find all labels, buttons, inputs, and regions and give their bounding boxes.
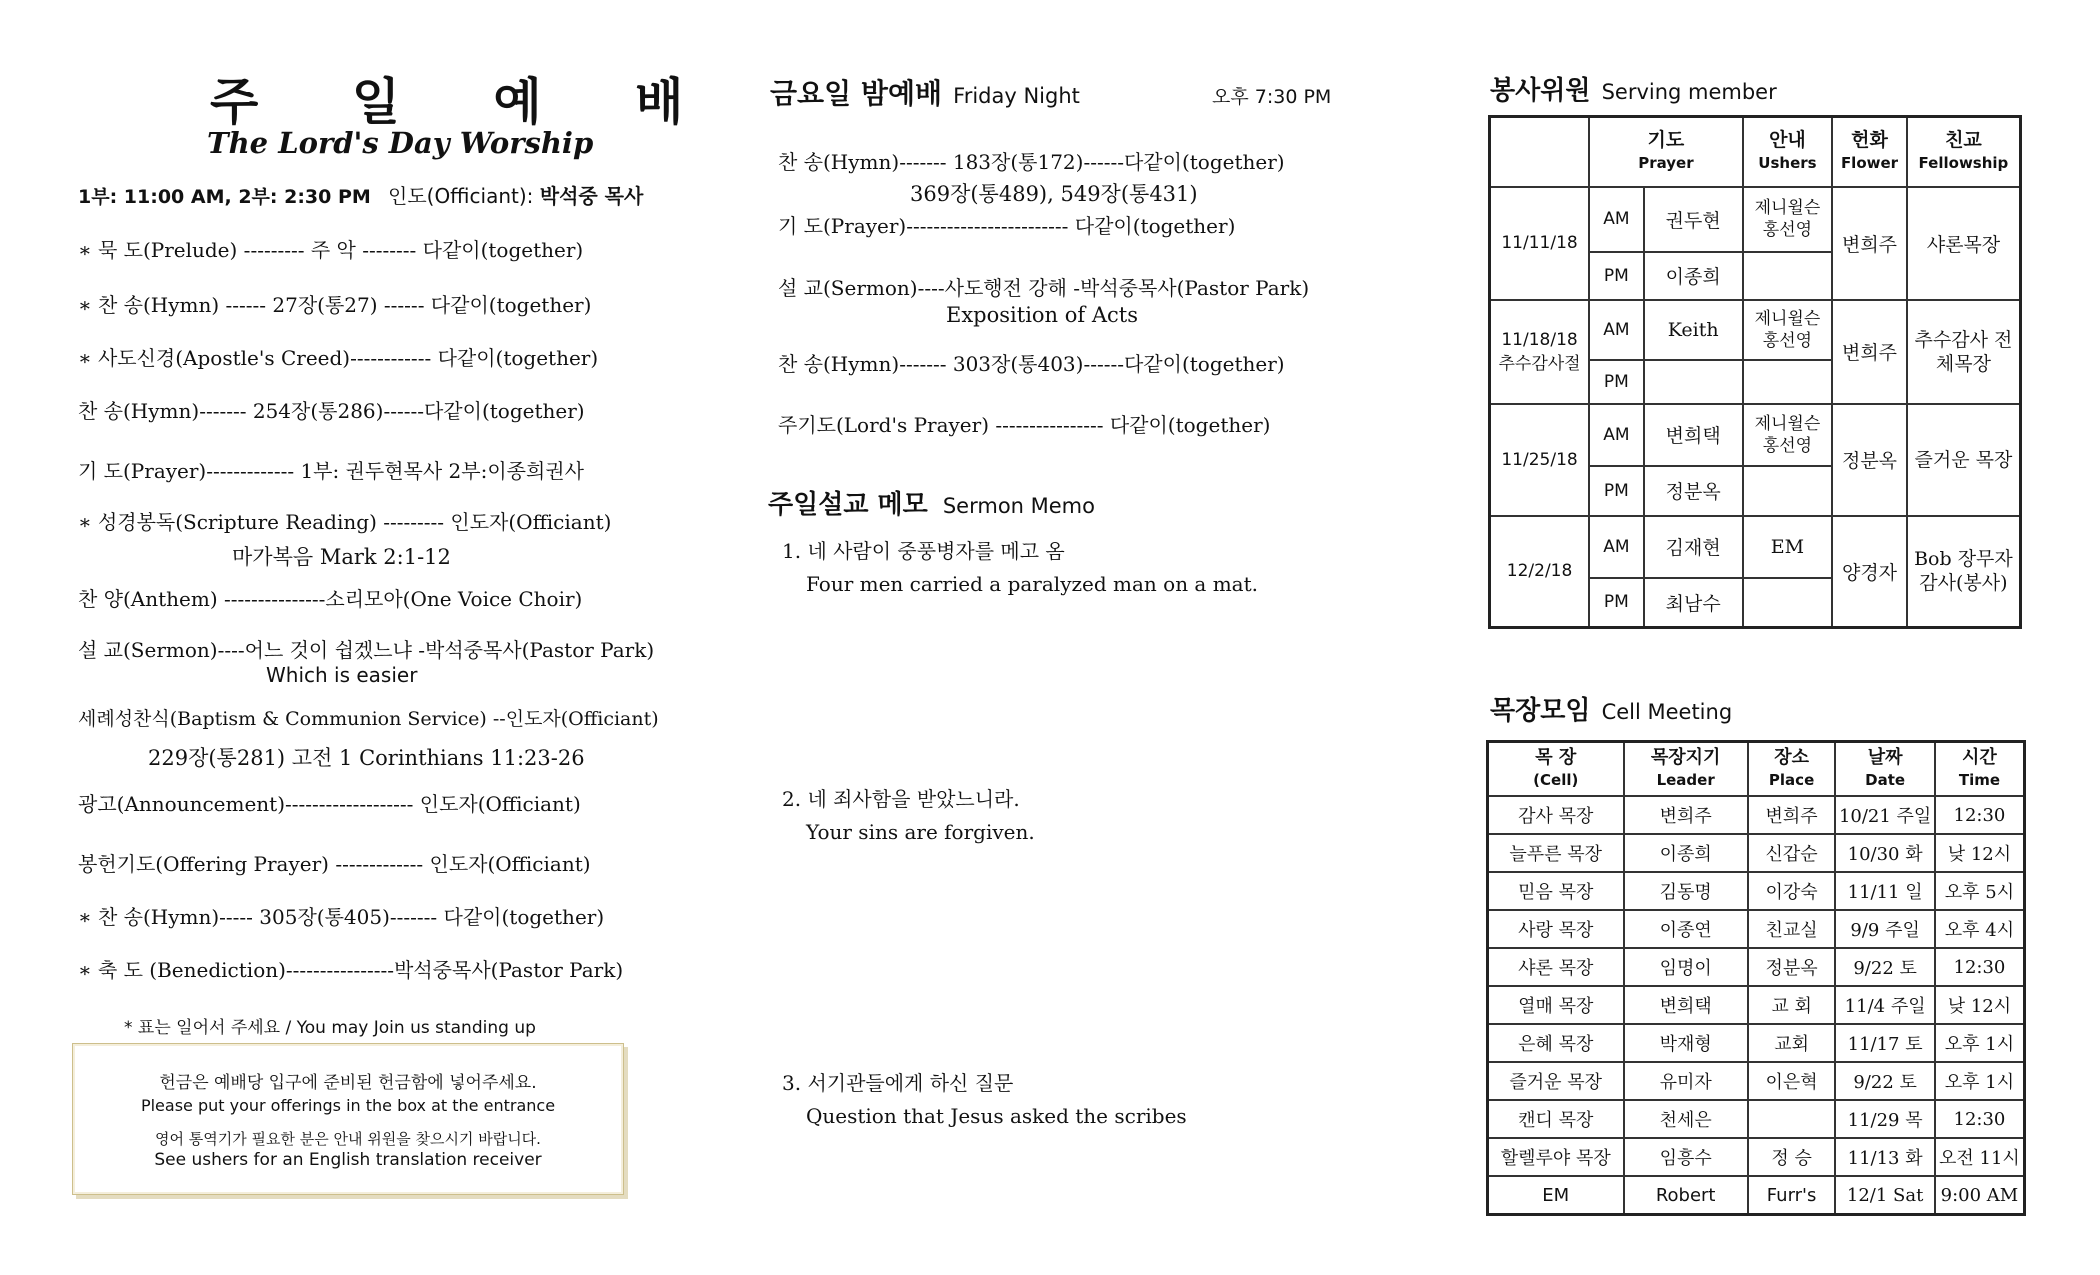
header-cell: 목 장 (Cell) <box>1488 742 1624 797</box>
cell-leader: 변희택 <box>1624 986 1748 1024</box>
cell-date: 9/22 토 <box>1835 948 1934 986</box>
cell-leader: 임명이 <box>1624 948 1748 986</box>
cell-date: 11/4 주일 <box>1835 986 1934 1024</box>
friday-hymn-1: 찬 송(Hymn)------- 183장(통172)------다같이(together) <box>778 150 1285 174</box>
order-anthem: 찬 양(Anthem) ---------------소리모아(One Voice Choir) <box>78 587 583 611</box>
cell-leader: 박재형 <box>1624 1024 1748 1062</box>
cell-date: 10/30 화 <box>1835 834 1934 872</box>
officiant-name: 박석중 목사 <box>539 184 644 208</box>
cell-cell: 믿음 목장 <box>1488 872 1624 910</box>
offering-notice-en: Please put your offerings in the box at the entrance <box>140 1096 556 1115</box>
table-row: 11/18/18 추수감사절 AM Keith 제니윌슨 홍선영 변희주 추수감사 전체목장 <box>1490 300 2021 360</box>
cell-meeting-table <box>1486 740 2026 1216</box>
cell-time: 12:30 <box>1935 1100 2025 1138</box>
memo-title-en: Sermon Memo <box>942 494 1095 518</box>
header-prayer: 기도 Prayer <box>1589 117 1743 187</box>
cell-time: 12:30 <box>1935 796 2025 834</box>
cell-place: 이강숙 <box>1748 872 1836 910</box>
order-creed: ∗ 사도신경(Apostle's Creed)------------ 다같이(together) <box>78 346 599 370</box>
cell-cell: 즐거운 목장 <box>1488 1062 1624 1100</box>
memo-item-3-kr: 3. 서기관들에게 하신 질문 <box>782 1071 1014 1095</box>
service-times: 1부: 11:00 AM, 2부: 2:30 PM <box>78 186 371 208</box>
serving-date: 11/18/18 추수감사절 <box>1490 300 1590 404</box>
friday-prayer: 기 도(Prayer)------------------------ 다같이(together) <box>778 214 1236 238</box>
cell-cell: 사랑 목장 <box>1488 910 1624 948</box>
table-row <box>1488 872 2025 910</box>
order-communion: 세례성찬식(Baptism & Communion Service) --인도자(Officiant) <box>78 708 659 730</box>
table-row <box>1488 948 2025 986</box>
friday-time: 오후 7:30 PM <box>1212 86 1332 108</box>
table-row: PM 정분옥 <box>1490 466 2021 516</box>
cell-place: 정분옥 <box>1748 948 1836 986</box>
table-row <box>1488 1024 2025 1062</box>
header-fellowship: 친교 Fellowship <box>1907 117 2021 187</box>
cell-cell: 샤론 목장 <box>1488 948 1624 986</box>
cell-place: 교회 <box>1748 1024 1836 1062</box>
friday-sermon-en: Exposition of Acts <box>946 303 1138 327</box>
offering-notice-box <box>72 1043 624 1195</box>
cell-cell: 열매 목장 <box>1488 986 1624 1024</box>
serving-date: 11/25/18 <box>1490 404 1590 516</box>
scripture-reference: 마가복음 Mark 2:1-12 <box>232 545 451 569</box>
translation-notice-kr: 영어 통역기가 필요한 분은 안내 위원을 찾으시기 바랍니다. <box>155 1130 541 1148</box>
memo-item-2-kr: 2. 네 죄사함을 받았느니라. <box>782 787 1020 811</box>
cell-place: 친교실 <box>1748 910 1836 948</box>
cell-cell: EM <box>1488 1176 1624 1215</box>
cell-place <box>1748 1100 1836 1138</box>
offering-notice-kr: 헌금은 예배당 입구에 준비된 헌금함에 넣어주세요. <box>159 1073 537 1093</box>
cell-date: 11/11 일 <box>1835 872 1934 910</box>
memo-item-1-kr: 1. 네 사람이 중풍병자를 메고 옴 <box>782 539 1065 563</box>
order-hymn-3: ∗ 찬 송(Hymn)----- 305장(통405)------- 다같이(together) <box>78 905 605 929</box>
header-date: 날짜 Date <box>1835 742 1934 797</box>
cell-leader: 임흥수 <box>1624 1138 1748 1176</box>
sermon-title-en: Which is easier <box>266 663 418 687</box>
order-offering-prayer: 봉헌기도(Offering Prayer) ------------- 인도자(Officiant) <box>78 852 591 876</box>
table-row: PM 최남수 <box>1490 578 2021 628</box>
table-row: 11/11/18 AM 권두현 제니윌슨 홍선영 변희주 샤론목장 <box>1490 187 2021 252</box>
cell-time: 낮 12시 <box>1935 834 2025 872</box>
friday-hymn-2: 찬 송(Hymn)------- 303장(통403)------다같이(together) <box>778 352 1285 376</box>
memo-title-kr: 주일설교 메모 <box>768 490 928 520</box>
table-row <box>1488 1176 2025 1215</box>
friday-title-en: Friday Night <box>953 84 1080 108</box>
order-prelude: ∗ 묵 도(Prelude) --------- 주 악 -------- 다같이(together) <box>78 238 584 262</box>
friday-lords-prayer: 주기도(Lord's Prayer) ---------------- 다같이(together) <box>778 413 1271 437</box>
cell-place: 변희주 <box>1748 796 1836 834</box>
cell-cell: 은혜 목장 <box>1488 1024 1624 1062</box>
order-scripture: ∗ 성경봉독(Scripture Reading) --------- 인도자(Officiant) <box>78 510 612 534</box>
serving-date: 12/2/18 <box>1490 516 1590 628</box>
cell-time: 오후 5시 <box>1935 872 2025 910</box>
cell-date: 12/1 Sat <box>1835 1176 1934 1215</box>
cell-leader: 유미자 <box>1624 1062 1748 1100</box>
table-row: 12/2/18 AM 김재현 EM 양경자 Bob 장무자 감사(봉사) <box>1490 516 2021 578</box>
cell-place: Furr's <box>1748 1176 1836 1215</box>
table-row <box>1488 1062 2025 1100</box>
cell-date: 10/21 주일 <box>1835 796 1934 834</box>
header-ushers: 안내 Ushers <box>1743 117 1832 187</box>
table-row: PM <box>1490 360 2021 404</box>
table-row <box>1488 910 2025 948</box>
cell-place: 교 회 <box>1748 986 1836 1024</box>
cell-time: 12:30 <box>1935 948 2025 986</box>
worship-title: 주 일 예 배 <box>210 73 722 131</box>
cell-place: 신갑순 <box>1748 834 1836 872</box>
cell-leader: 김동명 <box>1624 872 1748 910</box>
order-sermon: 설 교(Sermon)----어느 것이 쉽겠느냐 -박석중목사(Pastor Park) <box>78 638 655 662</box>
standing-note: * 표는 일어서 주세요 / You may Join us standing up <box>124 1018 536 1038</box>
friday-heading <box>770 72 1080 112</box>
cell-date: 9/9 주일 <box>1835 910 1934 948</box>
cell-leader: 변희주 <box>1624 796 1748 834</box>
cell-cell: 감사 목장 <box>1488 796 1624 834</box>
table-row: PM 이종희 <box>1490 252 2021 300</box>
translation-notice-en: See ushers for an English translation receiver <box>154 1150 542 1170</box>
cell-heading <box>1490 690 1732 727</box>
table-row <box>1488 1138 2025 1176</box>
cell-date: 11/29 목 <box>1835 1100 1934 1138</box>
cell-cell: 캔디 목장 <box>1488 1100 1624 1138</box>
table-row <box>1488 1100 2025 1138</box>
cell-title-kr: 목장모임 <box>1490 696 1591 726</box>
cell-time: 오후 1시 <box>1935 1062 2025 1100</box>
cell-cell: 늘푸른 목장 <box>1488 834 1624 872</box>
header-flower: 헌화 Flower <box>1832 117 1907 187</box>
serving-table <box>1488 115 2022 629</box>
friday-sermon: 설 교(Sermon)----사도행전 강해 -박석중목사(Pastor Park) <box>778 276 1310 300</box>
order-announcement: 광고(Announcement)------------------- 인도자(Officiant) <box>78 792 581 816</box>
cell-leader: 천세은 <box>1624 1100 1748 1138</box>
cell-date: 11/17 토 <box>1835 1024 1934 1062</box>
memo-heading <box>768 484 1095 521</box>
header-time: 시간 Time <box>1935 742 2025 797</box>
table-row: 11/25/18 AM 변희택 제니윌슨 홍선영 정분옥 즐거운 목장 <box>1490 404 2021 466</box>
table-row <box>1488 986 2025 1024</box>
serving-title-en: Serving member <box>1601 80 1777 104</box>
cell-time: 오전 11시 <box>1935 1138 2025 1176</box>
cell-time: 오후 1시 <box>1935 1024 2025 1062</box>
memo-item-1-en: Four men carried a paralyzed man on a mat. <box>806 572 1258 596</box>
worship-subtitle: The Lord's Day Worship <box>207 126 594 160</box>
cell-leader: Robert <box>1624 1176 1748 1215</box>
memo-item-2-en: Your sins are forgiven. <box>806 820 1035 844</box>
cell-date: 11/13 화 <box>1835 1138 1934 1176</box>
header-place: 장소 Place <box>1748 742 1836 797</box>
memo-item-3-en: Question that Jesus asked the scribes <box>806 1104 1187 1128</box>
cell-place: 정 승 <box>1748 1138 1836 1176</box>
order-prayer: 기 도(Prayer)------------- 1부: 권두현목사 2부:이종희권사 <box>78 459 584 483</box>
cell-leader: 이종연 <box>1624 910 1748 948</box>
cell-time: 낮 12시 <box>1935 986 2025 1024</box>
friday-title-kr: 금요일 밤예배 <box>770 77 943 110</box>
serving-date: 11/11/18 <box>1490 187 1590 300</box>
cell-date: 9/22 토 <box>1835 1062 1934 1100</box>
cell-leader: 이종희 <box>1624 834 1748 872</box>
cell-time: 9:00 AM <box>1935 1176 2025 1215</box>
officiant-label: 인도(Officiant): <box>388 184 534 208</box>
order-hymn-1: ∗ 찬 송(Hymn) ------ 27장(통27) ------ 다같이(together) <box>78 293 592 317</box>
serving-heading <box>1490 70 1777 107</box>
cell-place: 이은혁 <box>1748 1062 1836 1100</box>
communion-reference: 229장(통281) 고전 1 Corinthians 11:23-26 <box>148 746 585 770</box>
order-benediction: ∗ 축 도 (Benediction)----------------박석중목사(Pastor Park) <box>78 958 624 982</box>
order-hymn-2: 찬 송(Hymn)------- 254장(통286)------다같이(together) <box>78 399 585 423</box>
cell-time: 오후 4시 <box>1935 910 2025 948</box>
friday-hymn-numbers: 369장(통489), 549장(통431) <box>910 182 1198 206</box>
serving-title-kr: 봉사위원 <box>1490 76 1591 106</box>
header-leader: 목장지기 Leader <box>1624 742 1748 797</box>
officiant-line <box>388 180 643 209</box>
table-row <box>1488 796 2025 834</box>
table-row <box>1488 834 2025 872</box>
cell-title-en: Cell Meeting <box>1601 700 1733 724</box>
cell-cell: 할렐루야 목장 <box>1488 1138 1624 1176</box>
